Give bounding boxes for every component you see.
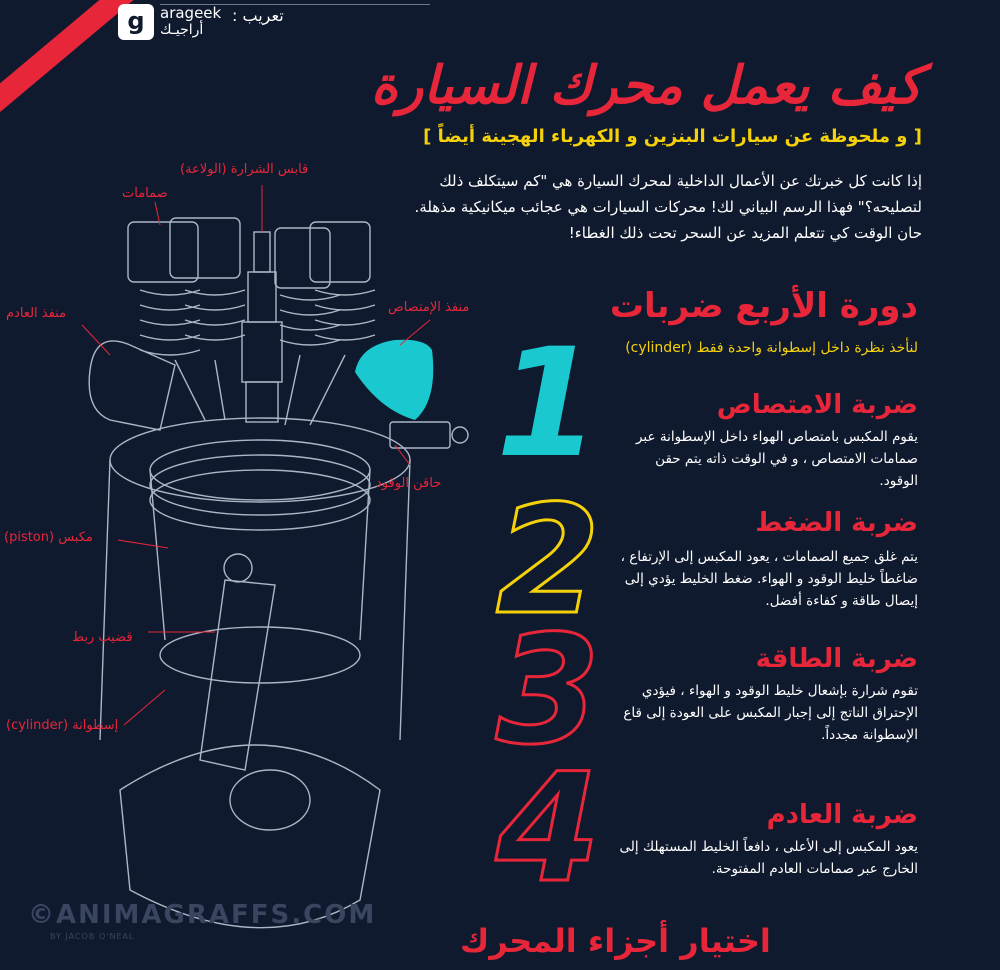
stroke-4-text: يعود المكبس إلى الأعلى ، دافعاً الخليط المستهلك إلى الخارج عبر صمامات العادم المفتوحة. [619, 839, 918, 877]
stroke-1-heading: ضربة الامتصاص [716, 390, 918, 420]
label-intake-port: منفذ الإمتصاص [388, 300, 470, 315]
intro-paragraph: إذا كانت كل خبرتك عن الأعمال الداخلية لمحرك السيارة هي "كم سيتكلف ذلك لتصليحه؟" فهذا الرسم البياني لك! محركات السيارات هي عجائب ميكانيكية مذهلة. حان الوقت كي تتعلم المزيد عن السحر تحت ذلك الغطاء! [414, 172, 922, 242]
connecting-rod [200, 580, 275, 770]
page-subtitle: [ و ملحوظة عن سيارات البنزين و الكهرباء الهجينة أيضاً ] [423, 126, 922, 147]
valve-right-2 [310, 222, 370, 282]
valve-left-2 [170, 218, 240, 278]
label-spark-plug: قابس الشرارة (الولاعة) [180, 162, 309, 177]
stroke-number-4: 4 [495, 742, 601, 916]
stroke-2-text: يتم غلق جميع الصمامات ، يعود المكبس إلى الإرتفاع ، ضاغطاً خليط الوقود و الهواء. ضغط الخليط يؤدي إلى إيصال طاقة و كفاءة أفضل. [620, 549, 918, 609]
credit-label: تعريب : [232, 6, 284, 25]
label-exhaust-port: منفذ العادم [6, 306, 67, 321]
stroke-3-heading: ضربة الطاقة [755, 644, 918, 674]
page-title: كيف يعمل محرك السيارة [370, 56, 922, 116]
spark-plug [254, 232, 270, 272]
intake-port [355, 340, 433, 420]
watermark-author: BY JACOB O'NEAL [50, 932, 135, 941]
cycle-title: دورة الأربع ضربات [609, 286, 918, 326]
label-connecting-rod: قضيب ربط [72, 630, 133, 645]
stroke-4-heading: ضربة العادم [766, 800, 918, 830]
stroke-1-text: يقوم المكبس بامتصاص الهواء داخل الإسطوانة عبر صمامات الامتصاص ، و في الوقت ذاته يتم حقن الوقود. [635, 429, 918, 489]
brand-arabic: أراجيـك [160, 22, 204, 38]
stroke-3-text: تقوم شرارة بإشعال خليط الوقود و الهواء ، فيؤدي الإحتراق الناتج إلى إجبار المكبس على العودة إلى قاع الإسطوانة مجدداً. [623, 683, 918, 743]
label-cylinder: إسطوانة (cylinder) [6, 718, 119, 733]
stroke-2-heading: ضربة الضغط [755, 508, 918, 538]
valve-right-1 [275, 228, 330, 288]
piston-pin [224, 554, 252, 582]
bottom-title: اختيار أجزاء المحرك [460, 922, 771, 960]
stroke-number-3: 3 [495, 604, 601, 778]
stroke-number-1: 1 [495, 317, 601, 491]
valve-left-1 [128, 222, 198, 282]
label-valves: صمامات [122, 186, 168, 201]
watermark: ©ANIMAGRAFFS.COM [28, 900, 377, 930]
label-fuel-injector: حاقن الوقود [376, 476, 442, 491]
brand-latin: arageek [160, 4, 222, 22]
arageek-logo-icon[interactable]: g [118, 4, 154, 40]
label-piston: مكبس (piston) [4, 530, 93, 545]
stroke-number-2: 2 [495, 474, 601, 648]
cycle-note: لنأخذ نظرة داخل إسطوانة واحدة فقط (cylinder) [625, 340, 918, 356]
